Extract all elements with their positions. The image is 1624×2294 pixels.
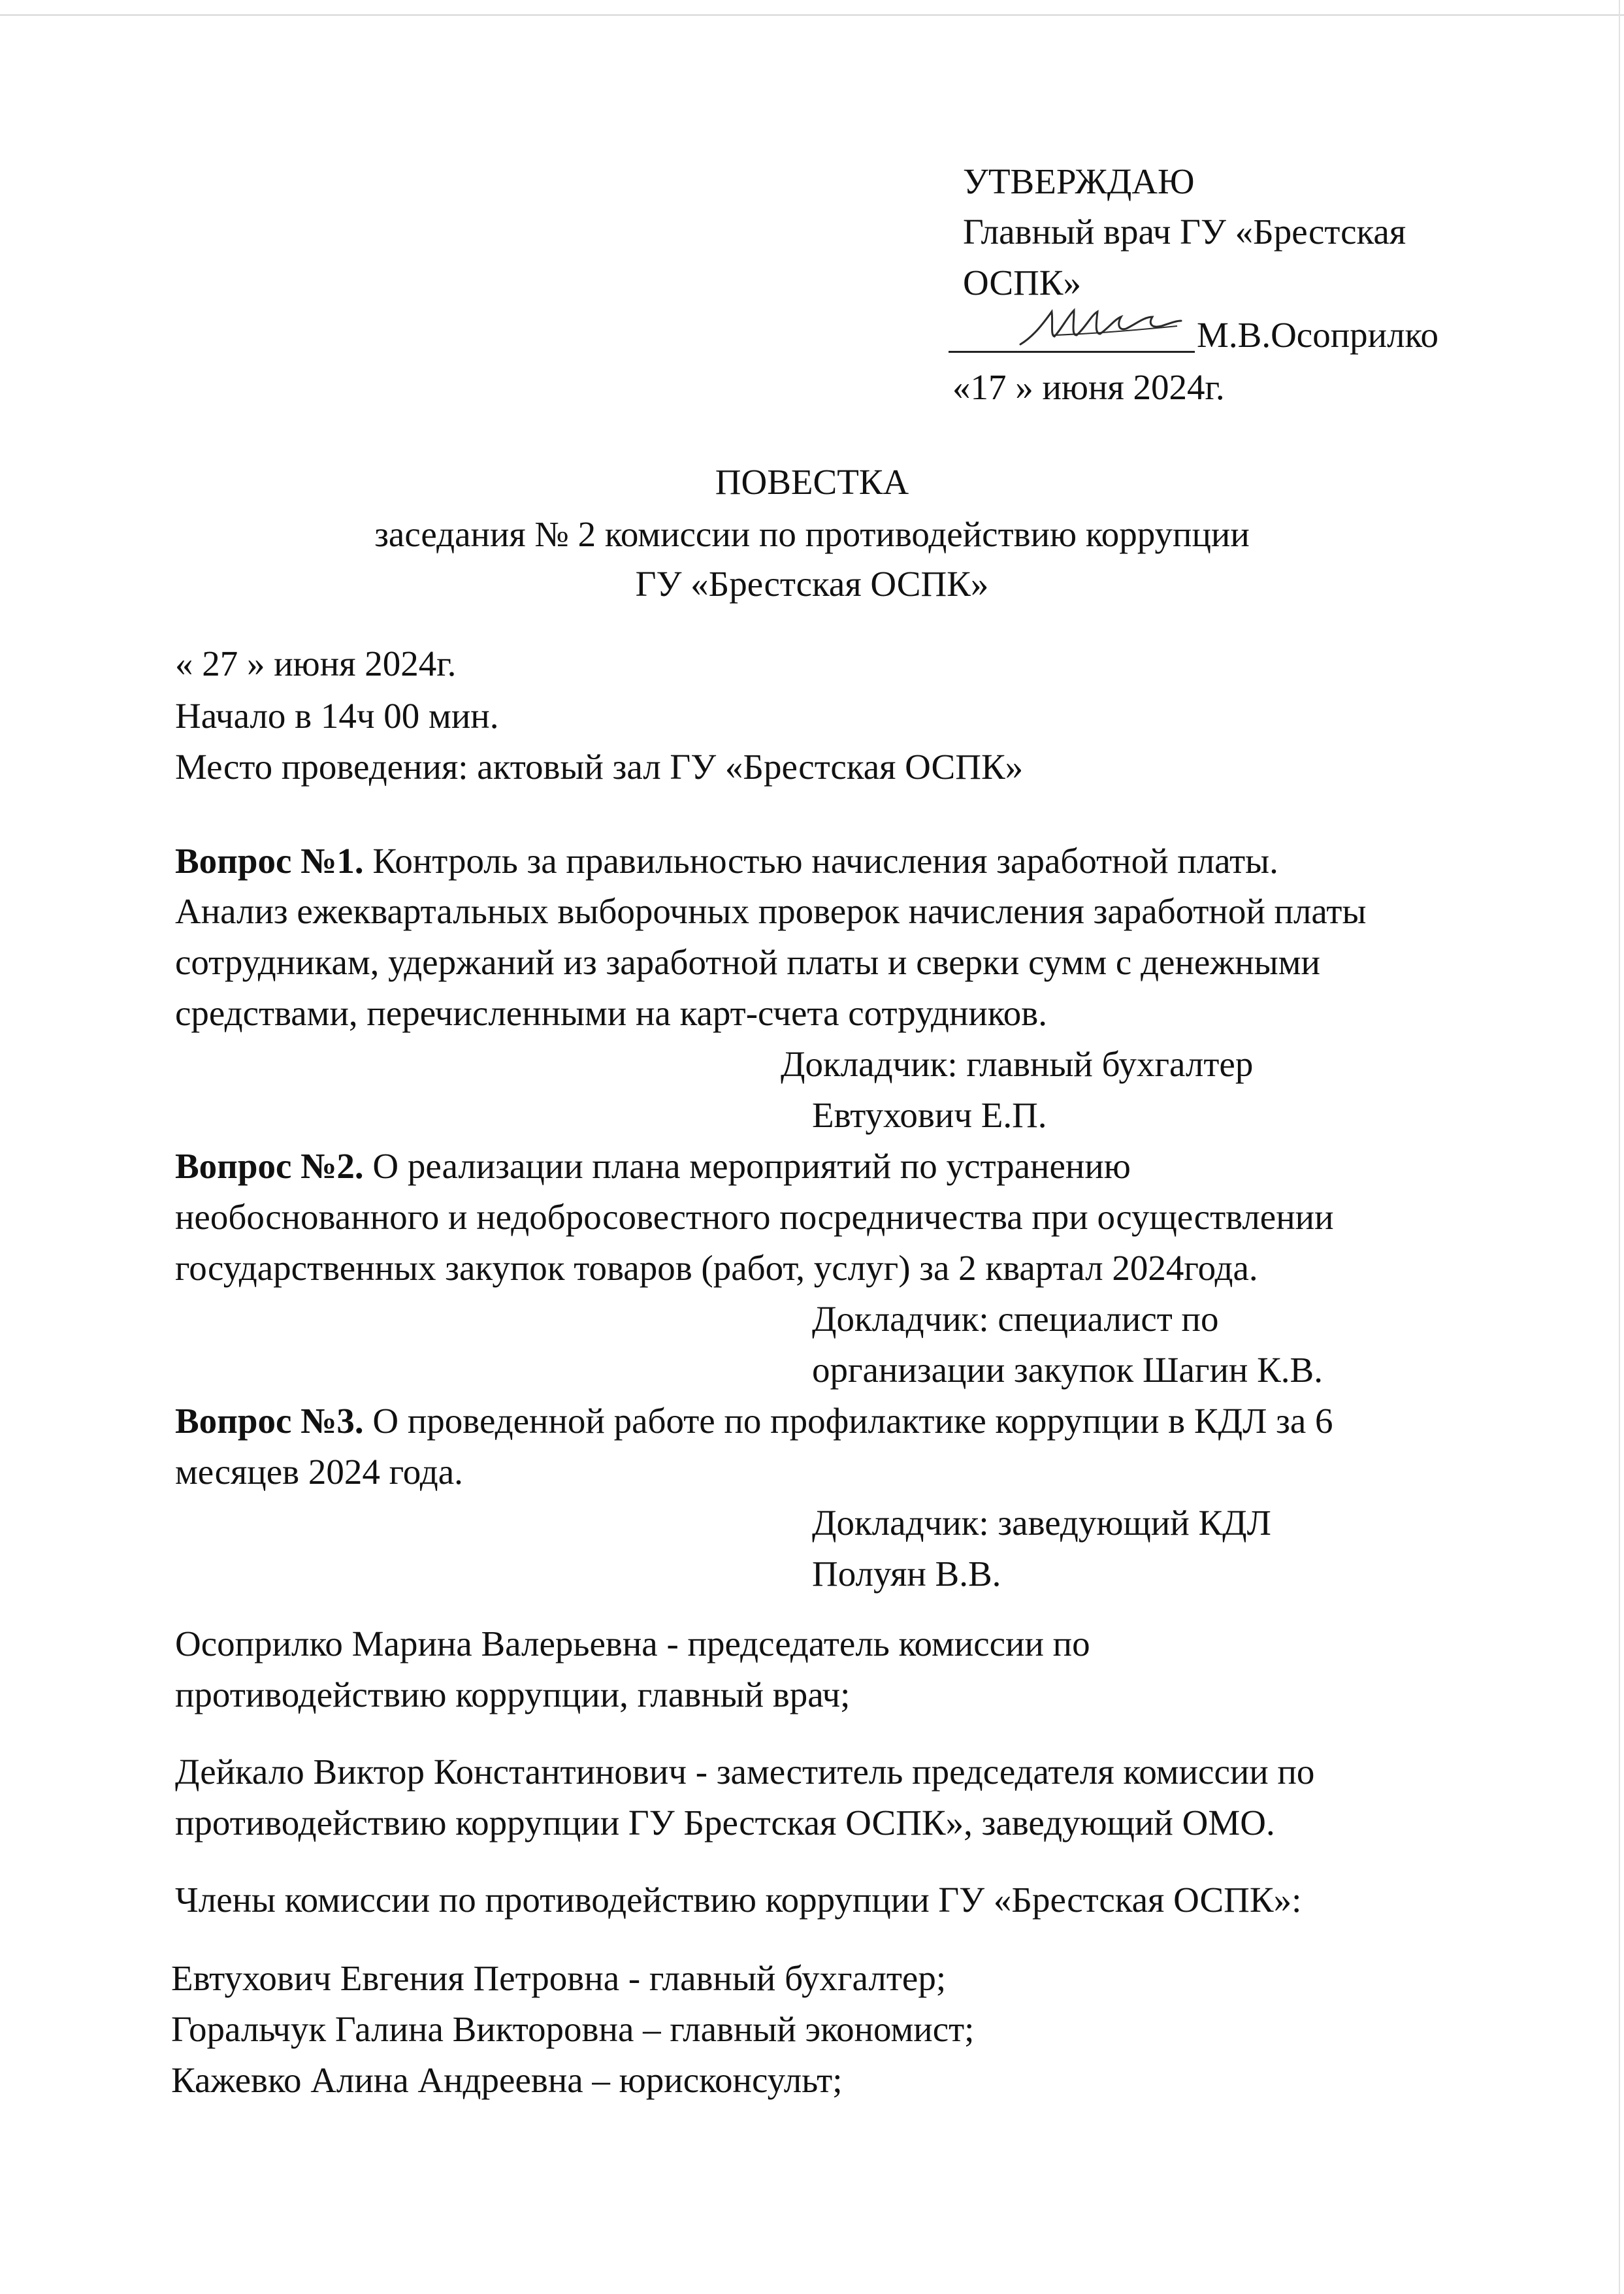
commission-deputy-line1: Дейкало Виктор Константинович - заместитель председателя комиссии по: [175, 1752, 1315, 1792]
approval-position-line2: ОСПК»: [963, 263, 1081, 303]
question-3-speaker-line1: Докладчик: заведующий КДЛ: [812, 1503, 1271, 1543]
approval-date: «17 » июня 2024г.: [952, 367, 1225, 407]
scan-edge-right: [1619, 0, 1620, 2294]
approval-title: УТВЕРЖДАЮ: [963, 161, 1195, 201]
question-1-text-line1: Контроль за правильностью начисления заработной платы.: [372, 841, 1278, 881]
commission-member: Кажевко Алина Андреевна – юрисконсульт;: [171, 2060, 843, 2100]
question-1-speaker-line2: Евтухович Е.П.: [812, 1095, 1047, 1135]
question-2-speaker-line1: Докладчик: специалист по: [812, 1299, 1219, 1339]
scan-edge-top: [0, 14, 1624, 16]
question-1-text-line3: сотрудникам, удержаний из заработной платы и сверки сумм с денежными: [175, 942, 1320, 982]
question-3-line1: [175, 1403, 1333, 1439]
question-2-text-line3: государственных закупок товаров (работ, услуг) за 2 квартал 2024года.: [175, 1248, 1258, 1288]
meeting-date: « 27 » июня 2024г.: [175, 644, 457, 683]
question-1-speaker-line1: Докладчик: главный бухгалтер: [781, 1044, 1254, 1084]
meeting-place: Место проведения: актовый зал ГУ «Брестская ОСПК»: [175, 747, 1024, 787]
commission-deputy-line2: противодействию коррупции ГУ Брестская ОСПК», заведующий ОМО.: [175, 1803, 1275, 1843]
commission-chair-line1: Осоприлко Марина Валерьевна - председатель комиссии по: [175, 1624, 1090, 1663]
question-2-label: Вопрос №2.: [175, 1146, 364, 1186]
approval-position-line1: Главный врач ГУ «Брестская: [963, 212, 1406, 252]
question-1-text-line2: Анализ ежеквартальных выборочных проверок начисления заработной платы: [175, 891, 1367, 931]
question-3-speaker-line2: Полуян В.В.: [812, 1554, 1001, 1594]
signer-name: М.В.Осоприлко: [1197, 315, 1438, 355]
question-2-speaker-line2: организации закупок Шагин К.В.: [812, 1350, 1323, 1390]
commission-members-heading: Члены комиссии по противодействию коррупции ГУ «Брестская ОСПК»:: [175, 1880, 1302, 1920]
question-3-text-line2: месяцев 2024 года.: [175, 1452, 463, 1492]
question-3-text-line1: О проведенной работе по профилактике коррупции в КДЛ за 6: [372, 1401, 1333, 1441]
commission-chair-line2: противодействию коррупции, главный врач;: [175, 1675, 851, 1714]
question-2-text-line2: необоснованного и недобросовестного посредничества при осуществлении: [175, 1197, 1334, 1237]
commission-member: Евтухович Евгения Петровна - главный бухгалтер;: [171, 1958, 947, 1998]
question-1-text-line4: средствами, перечисленными на карт-счета сотрудников.: [175, 993, 1047, 1033]
document-subtitle-line1: заседания № 2 комиссии по противодействию коррупции: [374, 514, 1250, 554]
question-1-label: Вопрос №1.: [175, 841, 364, 881]
signature-block: [949, 317, 1471, 356]
question-1-line1: [175, 843, 1278, 879]
question-3-label: Вопрос №3.: [175, 1401, 364, 1441]
question-2-line1: [175, 1148, 1131, 1184]
handwritten-signature: [1014, 297, 1184, 356]
question-2-text-line1: О реализации плана мероприятий по устранению: [372, 1146, 1131, 1186]
document-title: ПОВЕСТКА: [715, 462, 909, 502]
meeting-start-time: Начало в 14ч 00 мин.: [175, 696, 499, 736]
commission-member: Горальчук Галина Викторовна – главный экономист;: [171, 2009, 975, 2049]
document-subtitle-line2: ГУ «Брестская ОСПК»: [635, 564, 989, 604]
